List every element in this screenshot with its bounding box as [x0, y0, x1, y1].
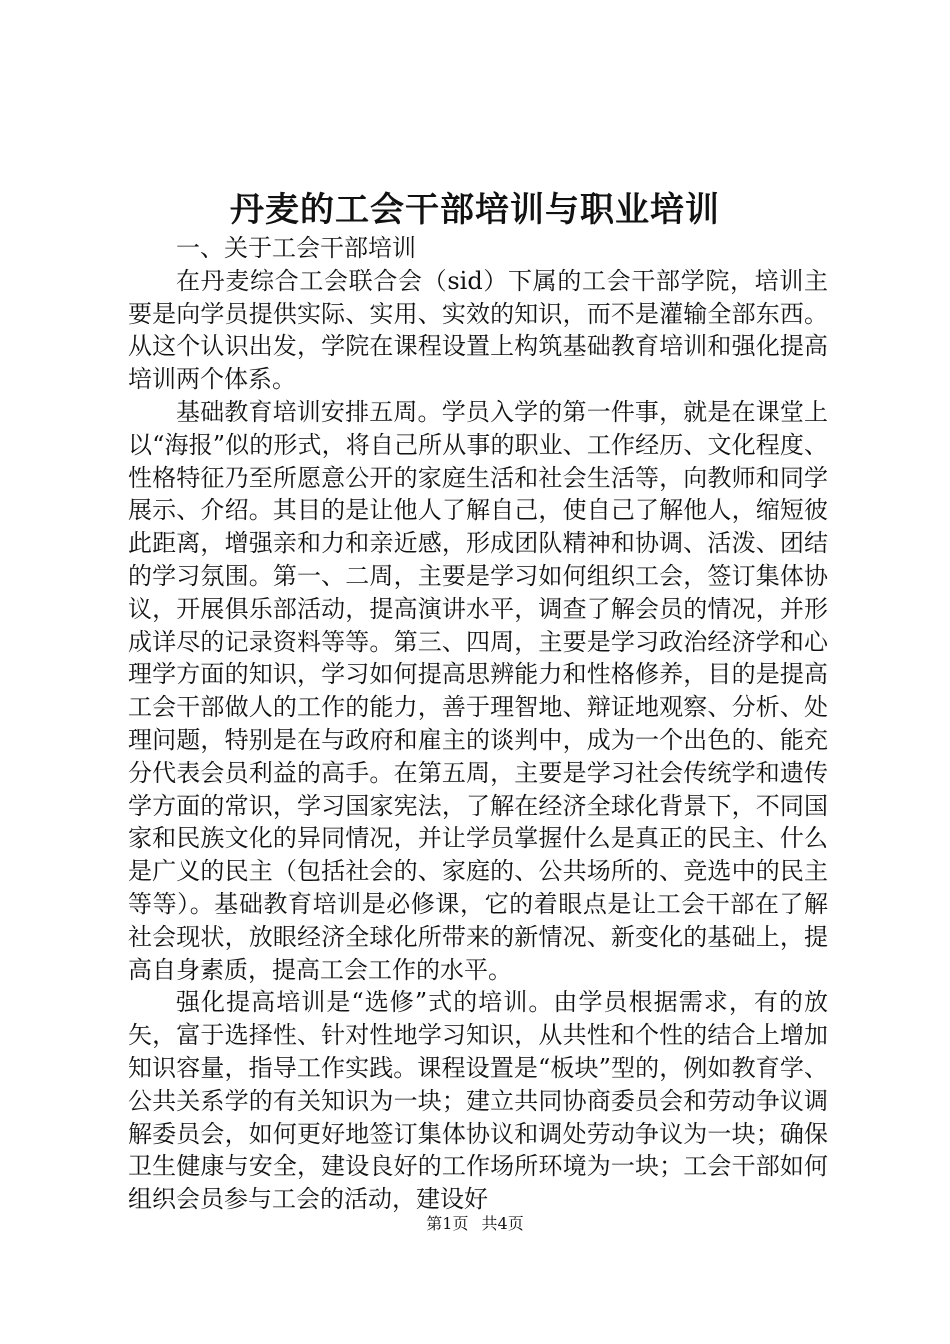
page-total: 共4页	[481, 1214, 524, 1233]
page-number: 第1页	[426, 1214, 469, 1233]
paragraph-intro: 在丹麦综合工会联合会（sid）下属的工会干部学院，培训主要是向学员提供实际、实用、实效的知识，而不是灌输全部东西。从这个认识出发，学院在课程设置上构筑基础教育培训和强化提高培训两个体系。	[128, 266, 828, 394]
paragraph-section-heading: 一、关于工会干部培训	[176, 234, 416, 262]
document-body	[128, 232, 828, 1216]
page-footer	[0, 1212, 950, 1236]
paragraph-basic-training: 基础教育培训安排五周。学员入学的第一件事，就是在课堂上以“海报”似的形式，将自己所从事的职业、工作经历、文化程度、性格特征乃至所愿意公开的家庭生活和社会生活等，向教师和同学展示、介绍。其目的是让他人了解自己，使自己了解他人，缩短彼此距离，增强亲和力和亲近感，形成团队精神和协调、活泼、团结的学习氛围。第一、二周，主要是学习如何组织工会，签订集体协议，开展俱乐部活动，提高演讲水平，调查了解会员的情况，并形成详尽的记录资料等等。第三、四周，主要是学习政治经济学和心理学方面的知识，学习如何提高思辨能力和性格修养，目的是提高工会干部做人的工作的能力，善于理智地、辩证地观察、分析、处理问题，特别是在与政府和雇主的谈判中，成为一个出色的、能充分代表会员利益的高手。在第五周，主要是学习社会传统学和遗传学方面的常识，学习国家宪法，了解在经济全球化背景下，不同国家和民族文化的异同情况，并让学员掌握什么是真正的民主、什么是广义的民主（包括社会的、家庭的、公共场所的、竞选中的民主等等）。基础教育培训是必修课，它的着眼点是让工会干部在了解社会现状，放眼经济全球化所带来的新情况、新变化的基础上，提高自身素质，提高工会工作的水平。	[128, 397, 828, 984]
document-title: 丹麦的工会干部培训与职业培训	[230, 190, 720, 230]
paragraph-advanced-training: 强化提高培训是“选修”式的培训。由学员根据需求，有的放矢，富于选择性、针对性地学习知识，从共性和个性的结合上增加知识容量，指导工作实践。课程设置是“板块”型的，例如教育学、公共关系学的有关知识为一块；建立共同协商委员会和劳动争议调解委员会，如何更好地签订集体协议和调处劳动争议为一块；确保卫生健康与安全，建设良好的工作场所环境为一块；工会干部如何组织会员参与工会的活动，建设好	[128, 988, 828, 1214]
